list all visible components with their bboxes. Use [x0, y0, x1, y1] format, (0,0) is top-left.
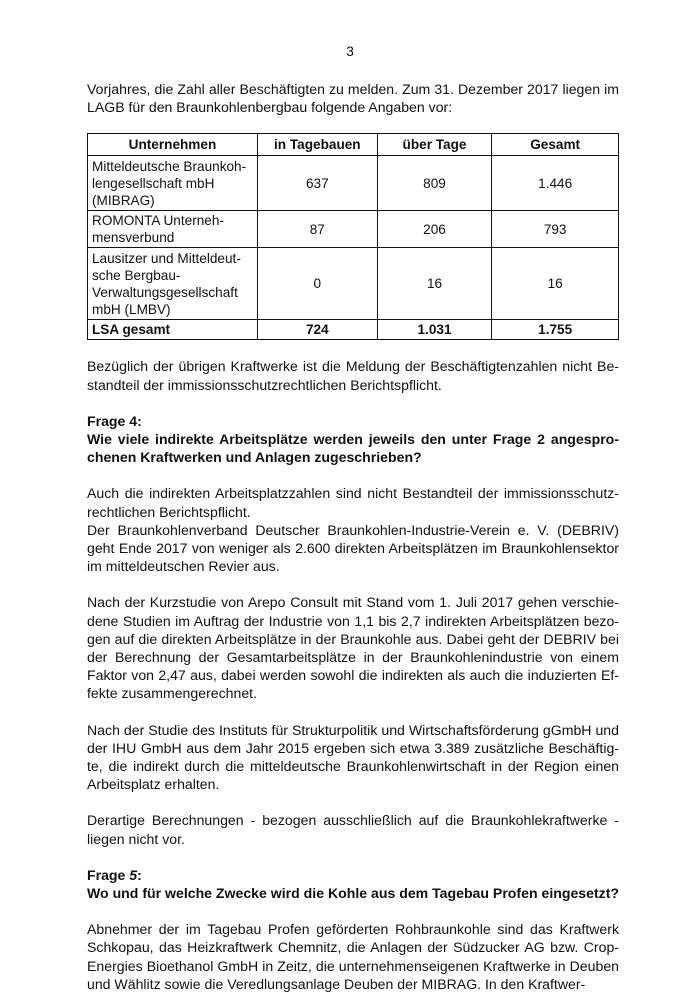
- cell-total: 793: [492, 211, 619, 248]
- answer-4-paragraph-4: Derartige Berechnungen - bezogen ausschließlich auf die Braunkohlekraftwerke - liegen nicht vor.: [87, 812, 619, 847]
- table-row: [88, 211, 619, 248]
- cell-total-opencast: 724: [257, 320, 377, 340]
- cell-total: 16: [492, 248, 619, 320]
- question-5-label-prefix: Frage: [87, 866, 130, 883]
- table-total-row: [88, 320, 619, 340]
- table-row: [88, 248, 619, 320]
- cell-opencast: 87: [257, 211, 377, 248]
- cell-total-sum: 1.755: [492, 320, 619, 340]
- question-4-text: Wie viele indirekte Arbeitsplätze werden jeweils den unter Frage 2 angesprochenen Kraftwerken und Anlagen zugeschrieben?: [87, 431, 619, 466]
- cell-company: ROMONTA Unternehmensverbund: [88, 211, 258, 248]
- other-plants-paragraph: Bezüglich der übrigen Kraftwerke ist die Meldung der Beschäftigtenzahlen nicht Bestandteil der immissionsschutzrechtlichen Berichtspflicht.: [87, 358, 619, 393]
- cell-opencast: 0: [257, 248, 377, 320]
- answer-4-paragraph-3: Nach der Studie des Instituts für Strukturpolitik und Wirtschaftsförderung gGmbH und der IHU GmbH aus dem Jahr 2015 ergeben sich etwa 3.389 zusätzliche Beschäftigte, die indirekt durch die mitteldeutsche Braunkohlenwirtschaft in der Region einen Arbeitsplatz erhalten.: [87, 721, 619, 793]
- table-row: [88, 156, 619, 211]
- intro-paragraph: Vorjahres, die Zahl aller Beschäftigten zu melden. Zum 31. Dezember 2017 liegen im LAGB für den Braunkohlenbergbau folgende Angaben vor:: [87, 81, 619, 116]
- question-5-text: Wo und für welche Zwecke wird die Kohle aus dem Tagebau Profen eingesetzt?: [87, 885, 620, 902]
- cell-company: Lausitzer und Mitteldeutsche Bergbau-Verwaltungsgesellschaft mbH (LMBV): [88, 248, 258, 320]
- employees-table: [87, 133, 619, 340]
- cell-total-label: LSA gesamt: [88, 320, 258, 340]
- question-5-label-number: 5: [129, 866, 138, 883]
- answer-4-paragraph-2: Nach der Kurzstudie von Arepo Consult mit Stand vom 1. Juli 2017 gehen verschiedene Studien im Auftrag der Industrie von 1,1 bis 2,7 indirekten Arbeitsplätzen bezogen auf die direkten Arbeitsplätze in der Braunkohle aus. Dabei geht der DEBRIV bei der Berechnung der Gesamtarbeitsplätze in der Braunkohlenindustrie von einem Faktor von 2,47 aus, dabei werden sowohl die indirekten als auch die induzierten Effekte zusammengerechnet.: [87, 594, 619, 702]
- table-header-row: [88, 134, 619, 156]
- answer-4-paragraph-1b: Der Braunkohlenverband Deutscher Braunkohlen-Industrie-Verein e. V. (DEBRIV) geht Ende 2017 von weniger als 2.600 direkten Arbeitsplätzen im Braunkohlensektor im mitteldeutschen Revier aus.: [87, 521, 619, 575]
- cell-surface: 206: [377, 211, 492, 248]
- answer-5-paragraph: Abnehmer der im Tagebau Profen geförderten Rohbraunkohle sind das Kraftwerk Schkopau, das Heizkraftwerk Chemnitz, die Anlagen der Südzucker AG bzw. CropEnergies Bioethanol GmbH in Zeitz, die unternehmenseigenen Kraftwerke in Deuben und Wählitz sowie die Veredlungsanlage Deuben der MIBRAG. In den Kraftwer-: [87, 921, 619, 992]
- cell-surface: 16: [377, 248, 492, 320]
- question-5-label: [87, 866, 619, 884]
- document-body: [87, 80, 619, 993]
- cell-surface: 809: [377, 156, 492, 211]
- cell-opencast: 637: [257, 156, 377, 211]
- column-header-opencast: in Tagebauen: [257, 134, 377, 156]
- cell-total: 1.446: [492, 156, 619, 211]
- column-header-surface: über Tage: [377, 134, 492, 156]
- cell-total-surface: 1.031: [377, 320, 492, 340]
- answer-4-paragraph-1a: Auch die indirekten Arbeitsplatzzahlen sind nicht Bestandteil der immissionsschutzrechtlichen Berichtspflicht.: [87, 485, 619, 520]
- cell-company: Mitteldeutsche Braunkohlengesellschaft mbH (MIBRAG): [88, 156, 258, 211]
- column-header-total: Gesamt: [492, 134, 619, 156]
- page-number: 3: [346, 43, 354, 59]
- column-header-company: Unternehmen: [88, 134, 258, 156]
- question-5-label-suffix: :: [137, 866, 142, 883]
- question-4-label: Frage 4:: [87, 412, 142, 429]
